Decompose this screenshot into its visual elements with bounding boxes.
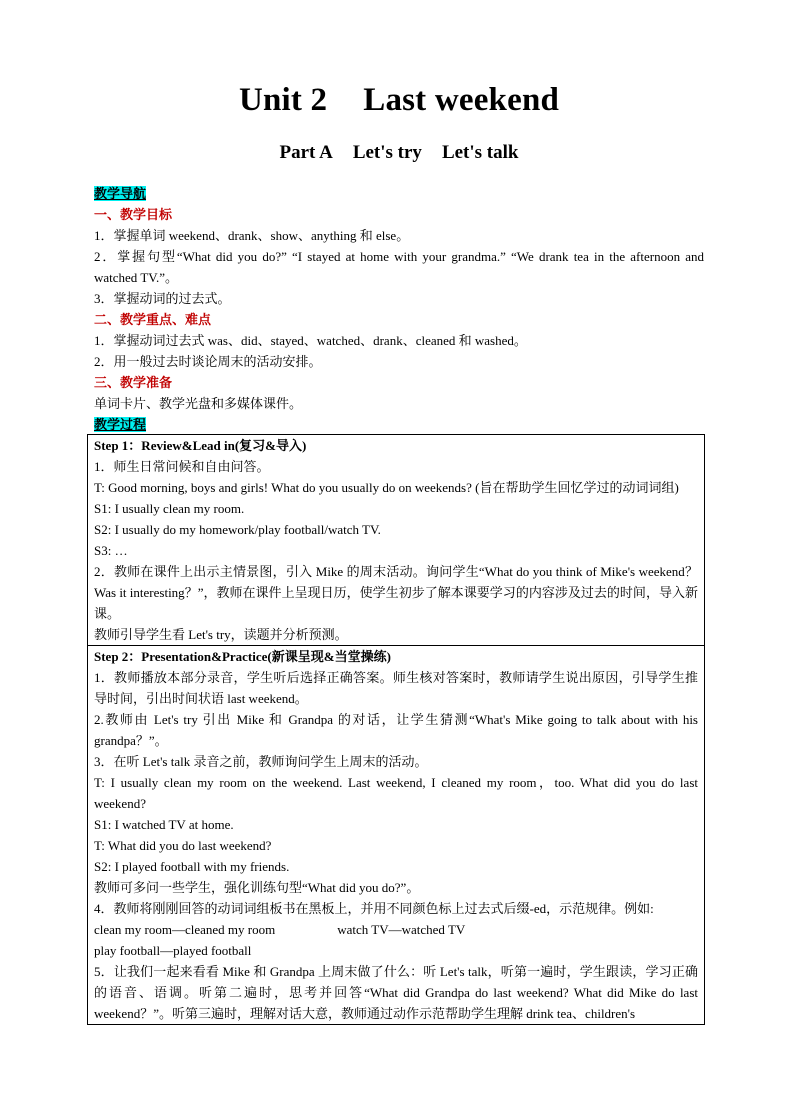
- step-2-cell: [88, 646, 704, 1025]
- objective-item: 1．掌握单词 weekend、drank、show、anything 和 else。: [94, 228, 410, 243]
- step-line: 4．教师将刚刚回答的动词词组板书在黑板上，并用不同颜色标上过去式后缀-ed，示范规律。例如:: [94, 901, 654, 916]
- step-line: 1．师生日常问候和自由问答。: [94, 459, 270, 474]
- example-left: clean my room—cleaned my room: [94, 922, 276, 937]
- unit-title: [94, 82, 704, 119]
- lets-talk-label: Let's talk: [441, 142, 519, 163]
- step-line: 教师引导学生看 Let's try，读题并分析预测。: [94, 627, 348, 642]
- unit-number: Unit 2: [238, 82, 328, 118]
- step-line: S2: I played football with my friends.: [94, 859, 290, 874]
- process-table: [87, 434, 705, 1025]
- objective-item: 2．掌握句型“What did you do?” “I stayed at home with your grandma.” “We drank tea in the afternoon and watched TV.”。: [94, 249, 704, 285]
- process-label: 教学过程: [94, 417, 147, 432]
- step-line: 教师可多问一些学生，强化训练句型“What did you do?”。: [94, 880, 420, 895]
- part-label: Part A: [279, 142, 333, 163]
- step-line: 5．让我们一起来看看 Mike 和 Grandpa 上周末做了什么：听 Let's talk，听第一遍时，学生跟读，学习正确的语音、语调。听第二遍时，思考并回答“What did Grandpa do last weekend? What did Mike do last weekend？”。听第三遍时，理解对话大意，教师通过动作示范帮助学生理解 drink tea、children's: [94, 964, 698, 1021]
- example-row-2: play football—played football: [94, 943, 252, 958]
- step-heading: Step 2：Presentation&Practice(新课呈现&当堂操练): [94, 649, 391, 664]
- step-heading: Step 1：Review&Lead in(复习&导入): [94, 438, 307, 453]
- step-line: T: Good morning, boys and girls! What do you usually do on weekends? (旨在帮助学生回忆学过的动词词组): [94, 480, 679, 495]
- step-line: 1．教师播放本部分录音，学生听后选择正确答案。师生核对答案时，教师请学生说出原因，引导学生推导时间，引出时间状语 last weekend。: [94, 670, 698, 706]
- step-line: 2.教师由 Let's try 引出 Mike 和 Grandpa 的对话，让学生猜测“What's Mike going to talk about with his grandpa？”。: [94, 712, 698, 748]
- keypoint-item: 1．掌握动词过去式 was、did、stayed、watched、drank、cleaned 和 washed。: [94, 333, 527, 348]
- section-objectives-title: 一、教学目标: [94, 207, 173, 222]
- lets-try-label: Let's try: [352, 142, 422, 163]
- step-line: T: I usually clean my room on the weekend. Last weekend, I cleaned my room，too. What did you do last weekend?: [94, 775, 698, 811]
- guide-label: 教学导航: [94, 186, 147, 201]
- step-line: S2: I usually do my homework/play football/watch TV.: [94, 522, 381, 537]
- teaching-guide: [94, 183, 704, 435]
- section-preparation-title: 三、教学准备: [94, 375, 173, 390]
- step-line: T: What did you do last weekend?: [94, 838, 272, 853]
- example-row: [94, 919, 698, 940]
- part-subtitle: [94, 142, 704, 164]
- keypoint-item: 2．用一般过去时谈论周末的活动安排。: [94, 354, 322, 369]
- step-line: S3: …: [94, 543, 128, 558]
- unit-name: Last weekend: [363, 82, 560, 118]
- step-line: 3．在听 Let's talk 录音之前，教师询问学生上周末的活动。: [94, 754, 428, 769]
- step-line: S1: I watched TV at home.: [94, 817, 234, 832]
- preparation-text: 单词卡片、教学光盘和多媒体课件。: [94, 396, 303, 411]
- objective-item: 3．掌握动词的过去式。: [94, 291, 231, 306]
- example-right: watch TV—watched TV: [337, 922, 466, 937]
- step-1-cell: [88, 435, 704, 646]
- step-line: S1: I usually clean my room.: [94, 501, 245, 516]
- section-keypoints-title: 二、教学重点、难点: [94, 312, 212, 327]
- step-line: 2．教师在课件上出示主情景图，引入 Mike 的周末活动。询问学生“What do you think of Mike's weekend？Was it interesting？”，教师在课件上呈现日历，使学生初步了解本课要学习的内容涉及过去的时间，导入新课。: [94, 564, 698, 621]
